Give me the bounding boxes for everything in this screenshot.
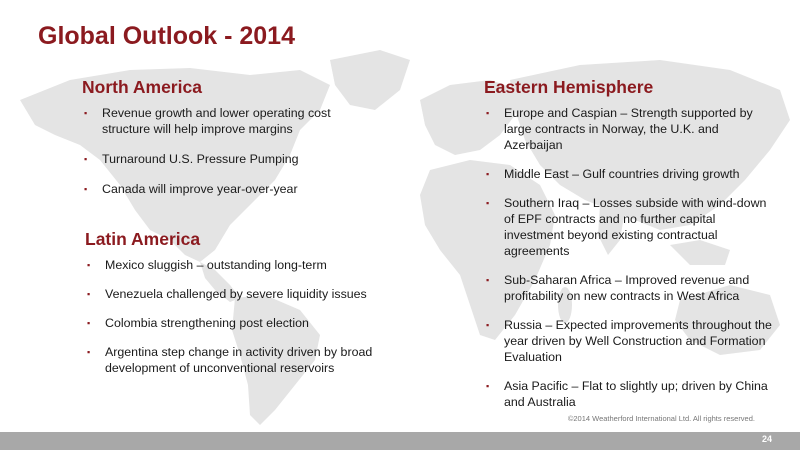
bullet-icon: ▪ <box>486 169 490 179</box>
list-item: ▪ Canada will improve year-over-year <box>84 182 298 196</box>
list-item: ▪ Russia – Expected improvements throughout the year driven by Well Construction and Formation Evaluation <box>486 318 772 364</box>
page-title: Global Outlook - 2014 <box>38 22 295 50</box>
list-item: ▪ Revenue growth and lower operating cost structure will help improve margins <box>84 106 331 136</box>
list-item: ▪ Colombia strengthening post election <box>87 316 309 330</box>
list-item: ▪ Europe and Caspian – Strength supported by large contracts in Norway, the U.K. and Azerbaijan <box>486 106 753 152</box>
eastern-hemisphere-heading: Eastern Hemisphere <box>484 77 654 97</box>
bullet-icon: ▪ <box>486 108 490 118</box>
north-america-heading: North America <box>82 77 202 97</box>
list-item: ▪ Turnaround U.S. Pressure Pumping <box>84 152 299 166</box>
north-america-section <box>82 77 382 211</box>
bullet-icon: ▪ <box>486 320 490 330</box>
bullet-icon: ▪ <box>84 184 88 194</box>
latin-america-heading: Latin America <box>85 229 201 249</box>
eastern-hemisphere-section <box>484 77 774 423</box>
bullet-icon: ▪ <box>84 108 88 118</box>
latin-america-list <box>85 257 375 376</box>
bullet-icon: ▪ <box>87 260 91 270</box>
page-number: 24 <box>761 434 772 444</box>
eastern-hemisphere-list <box>484 105 774 410</box>
bullet-icon: ▪ <box>87 289 91 299</box>
bullet-icon: ▪ <box>486 198 490 208</box>
bullet-icon: ▪ <box>84 154 88 164</box>
list-item: ▪ Southern Iraq – Losses subside with wind-down of EPF contracts and no further capital investment beyond existing contractual agreements <box>486 196 767 258</box>
list-item: ▪ Sub-Saharan Africa – Improved revenue and profitability on new contracts in West Africa <box>486 273 750 303</box>
bullet-icon: ▪ <box>486 381 490 391</box>
list-item: ▪ Middle East – Gulf countries driving growth <box>486 167 740 181</box>
north-america-list <box>82 105 382 197</box>
footer-bar <box>0 432 800 450</box>
list-item: ▪ Asia Pacific – Flat to slightly up; driven by China and Australia <box>486 379 768 409</box>
list-item: ▪ Mexico sluggish – outstanding long-term <box>87 258 327 272</box>
bullet-icon: ▪ <box>486 275 490 285</box>
list-item: ▪ Venezuela challenged by severe liquidity issues <box>87 287 367 301</box>
copyright-notice: ©2014 Weatherford International Ltd. All rights reserved. <box>567 414 755 423</box>
bullet-icon: ▪ <box>87 347 91 357</box>
latin-america-section <box>85 229 375 389</box>
list-item: ▪ Argentina step change in activity driven by broad development of unconventional reservoirs <box>87 345 373 375</box>
bullet-icon: ▪ <box>87 318 91 328</box>
